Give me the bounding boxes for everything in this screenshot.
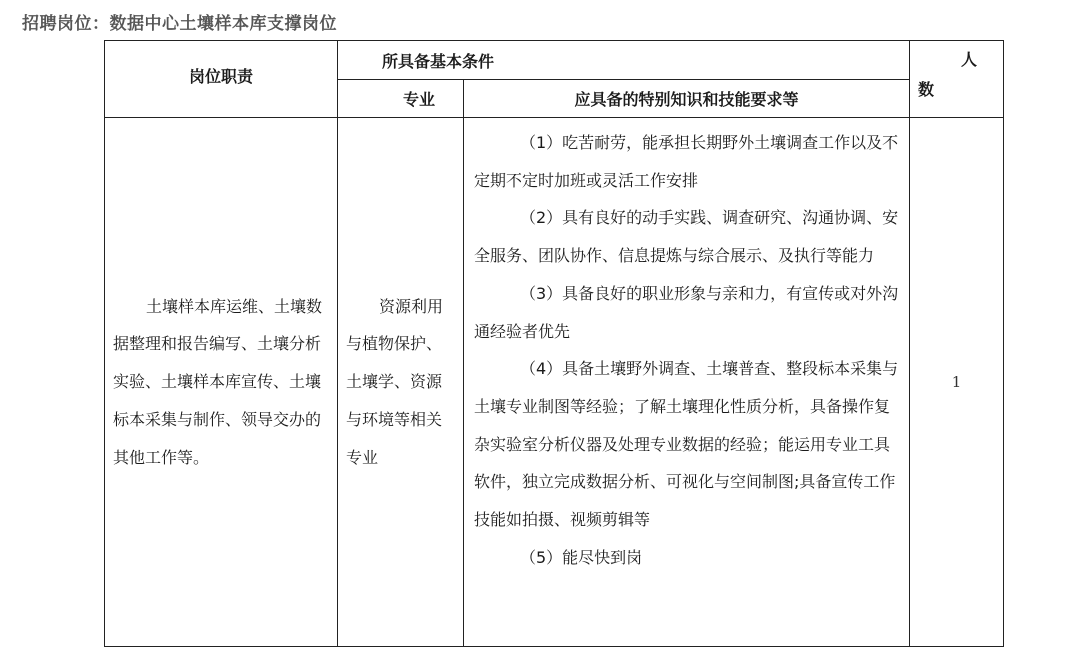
requirement-item: （2）具有良好的动手实践、调查研究、沟通协调、安全服务、团队协作、信息提炼与综合展示、及执行等能力 (474, 208, 899, 266)
header-count-line1: 人 (961, 50, 978, 69)
header-count-line2: 数 (918, 80, 935, 99)
cell-major: 资源利用与植物保护、土壤学、资源与环境等相关专业 (338, 118, 464, 647)
header-special-skills: 应具备的特别知识和技能要求等 (464, 80, 910, 118)
requirement-item: （4）具备土壤野外调查、土壤普查、整段标本采集与土壤专业制图等经验；了解土壤理化性质分析，具备操作复杂实验室分析仪器及处理专业数据的经验；能运用专业工具软件，独立完成数据分析、可视化与空间制图;具备宣传工作技能如拍摄、视频剪辑等 (474, 359, 899, 530)
header-basic-requirements: 所具备基本条件 (338, 41, 910, 80)
page-title: 招聘岗位：数据中心土壤样本库支撑岗位 (22, 14, 337, 34)
header-duties: 岗位职责 (105, 41, 338, 118)
cell-count: 1 (910, 118, 1004, 647)
cell-requirements (464, 118, 910, 647)
requirement-item: （5）能尽快到岗 (520, 547, 643, 567)
cell-duties: 土壤样本库运维、土壤数据整理和报告编写、土壤分析实验、土壤样本库宣传、土壤标本采集与制作、领导交办的其他工作等。 (105, 118, 338, 647)
header-major: 专业 (338, 80, 464, 118)
requirement-item: （1）吃苦耐劳，能承担长期野外土壤调查工作以及不定期不定时加班或灵活工作安排 (474, 133, 899, 190)
header-count (910, 41, 1004, 118)
job-requirements-table (104, 40, 1004, 647)
requirement-item: （3）具备良好的职业形象与亲和力，有宣传或对外沟通经验者优先 (474, 283, 899, 341)
